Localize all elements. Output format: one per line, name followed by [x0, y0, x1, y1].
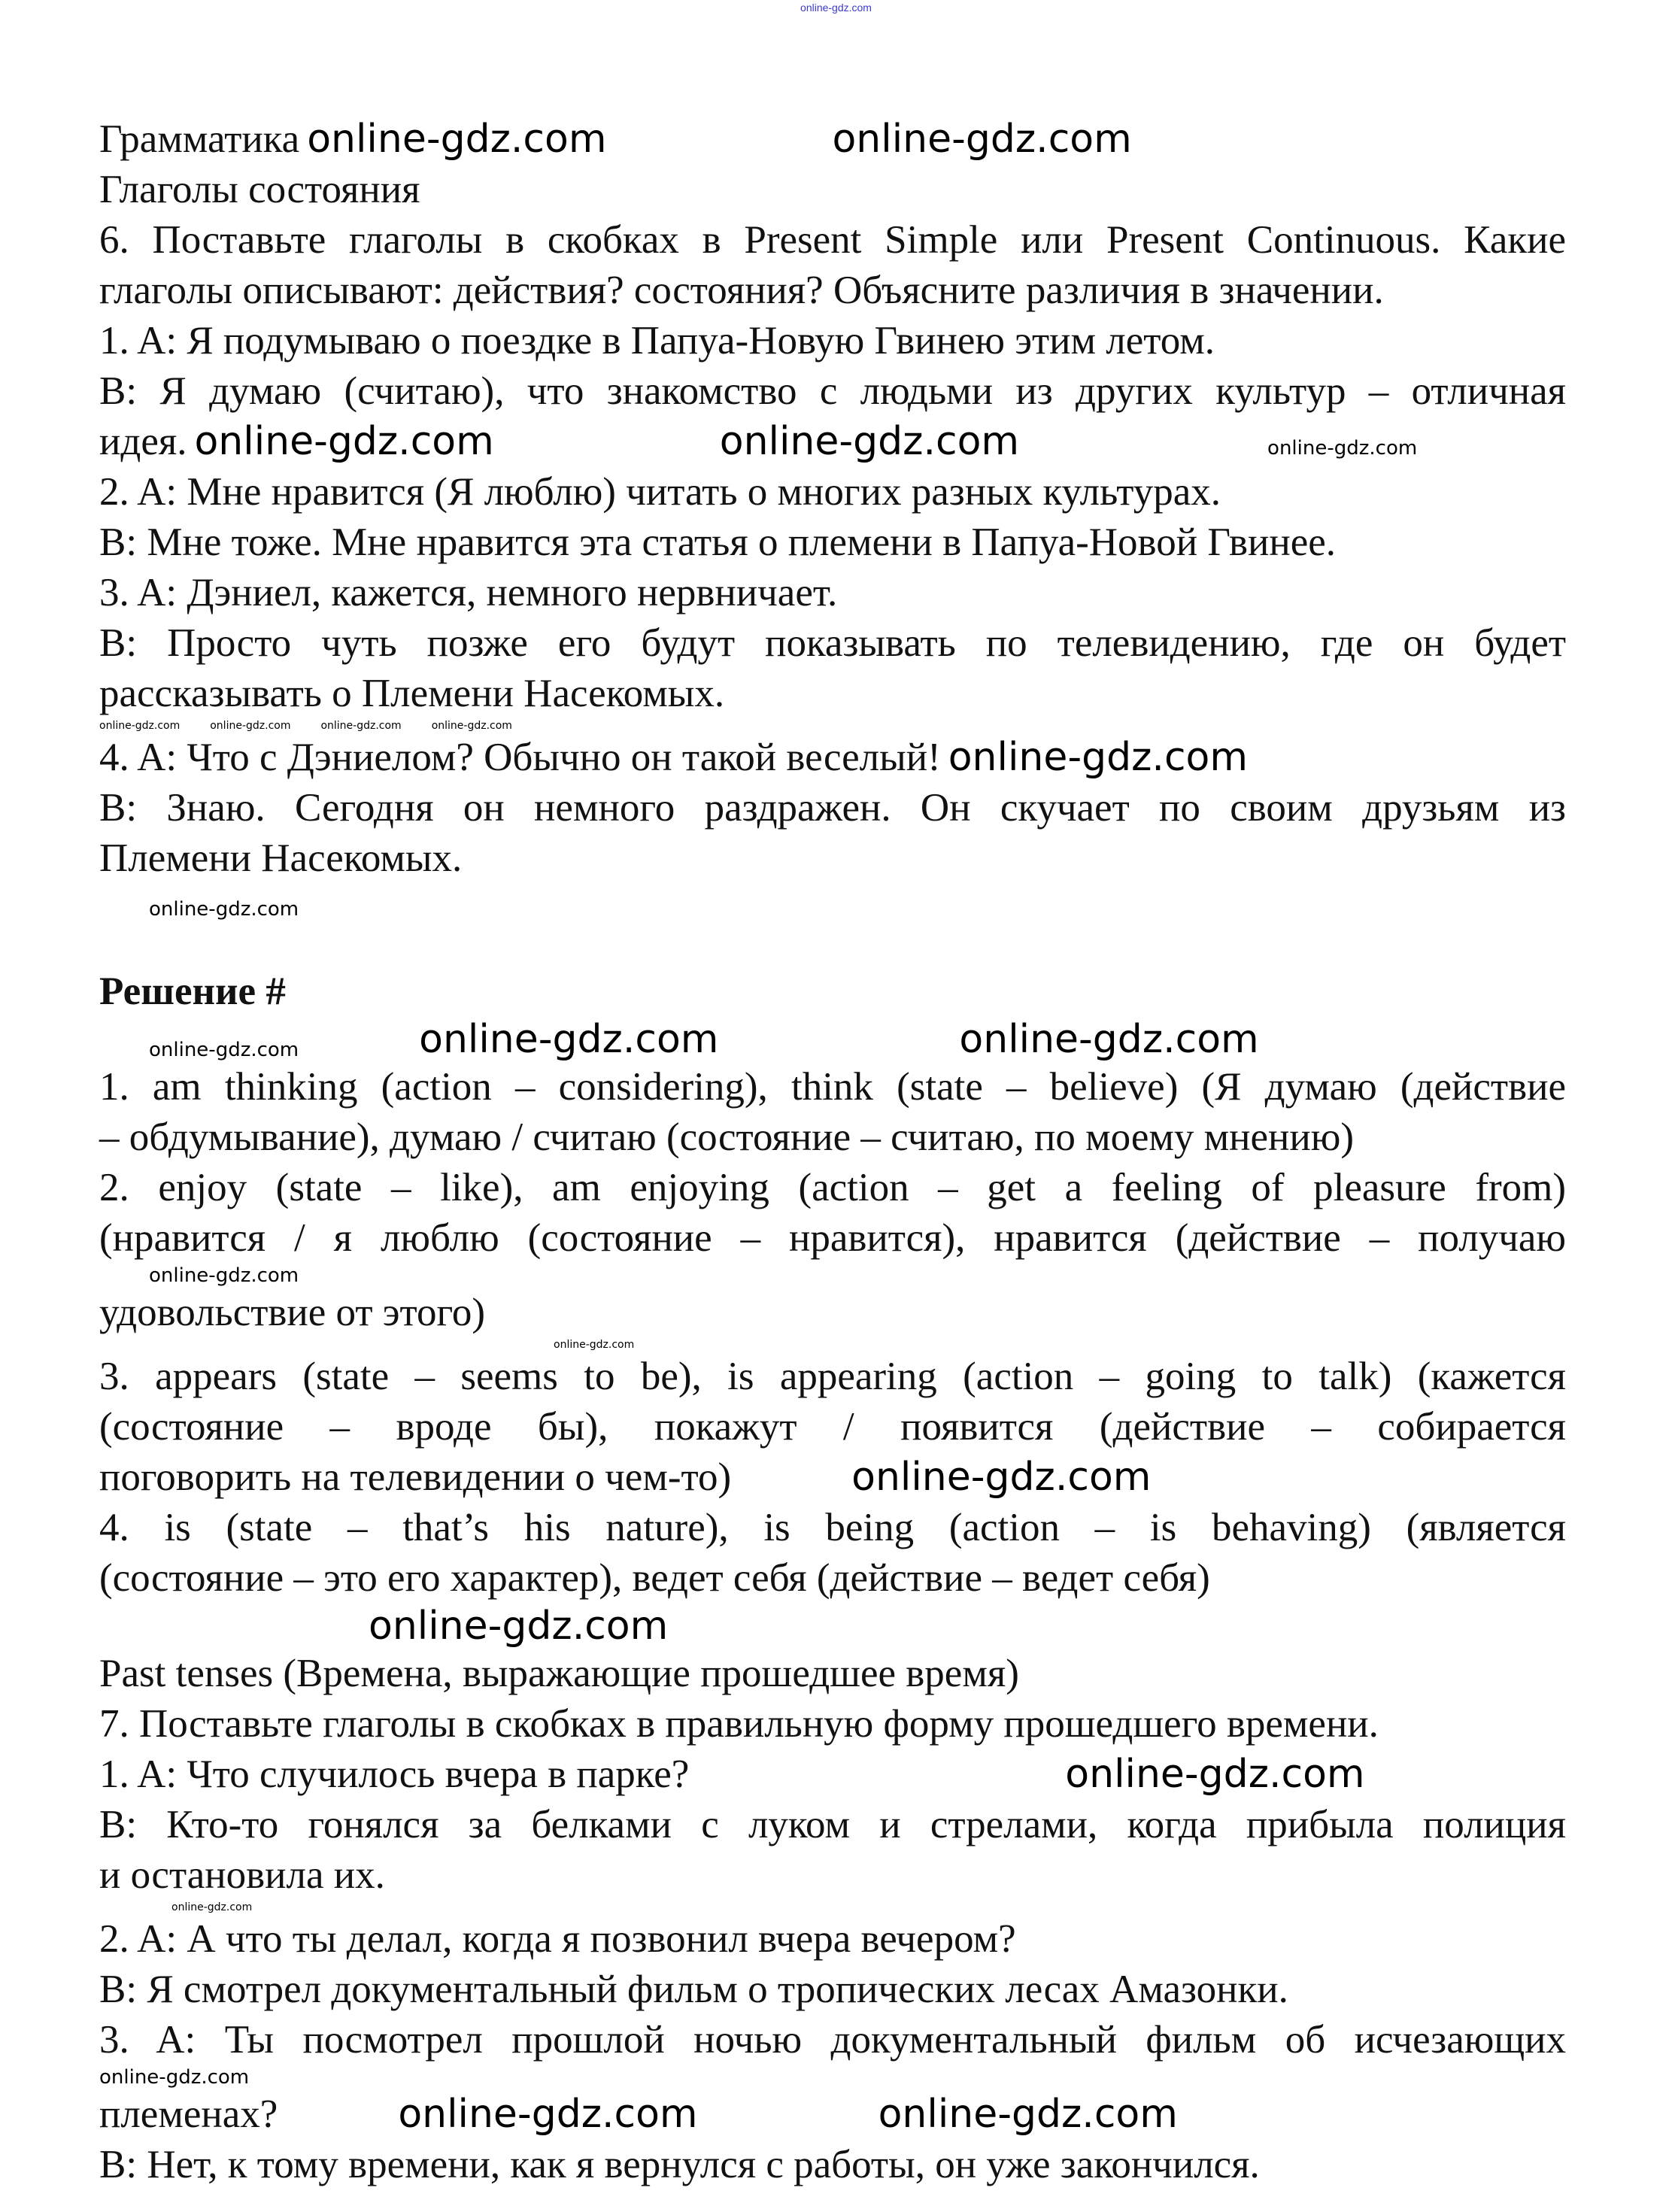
watermark: online-gdz.com — [307, 117, 607, 162]
watermark: online-gdz.com — [320, 720, 402, 732]
section-title: Грамматика — [99, 117, 300, 161]
answer-line: удовольствие от этого) — [99, 1291, 486, 1334]
dialog-line: Племени Насекомых. — [99, 836, 463, 880]
watermark: online-gdz.com — [1267, 437, 1418, 460]
answer-line: поговорить на телевидении о чем-то) — [99, 1455, 732, 1499]
section-title-past-tenses: Past tenses (Времена, выражающие прошедшее время) — [99, 1652, 1019, 1695]
dialog-line: 2. A: А что ты делал, когда я позвонил вчера вечером? — [99, 1917, 1016, 1961]
answer-line: 4. is (state – that’s his nature), is being (action – is behaving) (является — [99, 1506, 1566, 1549]
dialog-line: и остановила их. — [99, 1853, 385, 1897]
task-6-line-1: 6. Поставьте глаголы в скобках в Present Simple или Present Continuous. Какие — [99, 218, 1566, 262]
dialog-line: 1. A: Что случилось вчера в парке? — [99, 1752, 690, 1796]
dialog-line: B: Я смотрел документальный фильм о тропических лесах Амазонки. — [99, 1968, 1288, 2011]
dialog-line: 3. A: Ты посмотрел прошлой ночью документальный фильм об исчезающих — [99, 2018, 1566, 2062]
dialog-line: B: Просто чуть позже его будут показывать по телевидению, где он будет — [99, 621, 1566, 665]
dialog-line: племенах? — [99, 2092, 278, 2136]
answer-line: – обдумывание), думаю / считаю (состояние – считаю, по моему мнению) — [99, 1115, 1355, 1159]
top-watermark: online-gdz.com — [800, 2, 872, 14]
watermark: online-gdz.com — [171, 1901, 253, 1913]
watermark: online-gdz.com — [878, 2092, 1178, 2137]
solution-heading: Решение # — [99, 969, 286, 1013]
watermark: online-gdz.com — [851, 1455, 1152, 1500]
watermark: online-gdz.com — [1065, 1752, 1365, 1797]
watermark: online-gdz.com — [99, 720, 181, 732]
subsection-title: Глаголы состояния — [99, 168, 420, 211]
task-6-line-2: глаголы описывают: действия? состояния? Объясните различия в значении. — [99, 269, 1384, 312]
watermark: online-gdz.com — [99, 2066, 250, 2089]
dialog-line: 3. A: Дэниел, кажется, немного нервничает. — [99, 571, 838, 614]
answer-line: 2. enjoy (state – like), am enjoying (action – get a feeling of pleasure from) — [99, 1166, 1566, 1209]
dialog-line: B: Нет, к тому времени, как я вернулся с работы, он уже закончился. — [99, 2143, 1260, 2186]
answer-line: 3. appears (state – seems to be), is appearing (action – going to talk) (кажется — [99, 1355, 1566, 1398]
dialog-line: B: Я думаю (считаю), что знакомство с людьми из других культур – отличная — [99, 369, 1566, 413]
watermark: online-gdz.com — [832, 117, 1132, 162]
answer-line: (нравится / я люблю (состояние – нравится), нравится (действие – получаю — [99, 1216, 1566, 1260]
dialog-line: 2. A: Мне нравится (Я люблю) читать о многих разных культурах. — [99, 470, 1221, 514]
answer-line: (состояние – вроде бы), покажут / появится (действие – собирается — [99, 1405, 1566, 1449]
watermark: online-gdz.com — [719, 419, 1020, 464]
answer-line: 1. am thinking (action – considering), think (state – believe) (Я думаю (действие — [99, 1065, 1566, 1109]
watermark: online-gdz.com — [431, 720, 512, 732]
dialog-line: рассказывать о Племени Насекомых. — [99, 672, 725, 715]
dialog-line: 4. A: Что с Дэниелом? Обычно он такой веселый! — [99, 736, 941, 779]
watermark: online-gdz.com — [419, 1017, 719, 1062]
watermark: online-gdz.com — [369, 1604, 669, 1649]
watermark: online-gdz.com — [959, 1017, 1259, 1062]
watermark: online-gdz.com — [398, 2092, 698, 2137]
watermark: online-gdz.com — [149, 1264, 299, 1287]
dialog-line: B: Кто-то гонялся за белками с луком и стрелами, когда прибыла полиция — [99, 1803, 1566, 1846]
task-7: 7. Поставьте глаголы в скобках в правильную форму прошедшего времени. — [99, 1702, 1379, 1746]
watermark: online-gdz.com — [149, 1039, 299, 1061]
watermark: online-gdz.com — [948, 735, 1249, 780]
answer-line: (состояние – это его характер), ведет себя (действие – ведет себя) — [99, 1556, 1210, 1600]
watermark: online-gdz.com — [210, 720, 291, 732]
dialog-line: B: Знаю. Сегодня он немного раздражен. Он скучает по своим друзьям из — [99, 786, 1566, 830]
watermark: online-gdz.com — [554, 1339, 635, 1351]
dialog-line: 1. A: Я подумываю о поездке в Папуа-Новую Гвинею этим летом. — [99, 319, 1215, 363]
dialog-line: B: Мне тоже. Мне нравится эта статья о племени в Папуа-Новой Гвинее. — [99, 520, 1337, 564]
watermark: online-gdz.com — [149, 898, 299, 921]
document-page — [99, 114, 1566, 2190]
watermark: online-gdz.com — [194, 419, 494, 464]
dialog-line: идея. — [99, 420, 187, 463]
